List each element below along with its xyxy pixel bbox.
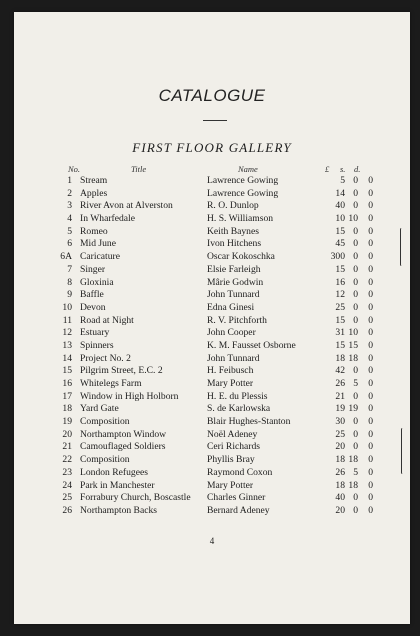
entry-price-pence: 0 — [368, 441, 373, 453]
entry-price-pounds: 18 — [335, 454, 345, 466]
entry-price-shillings: 18 — [348, 454, 358, 466]
entry-price-shillings: 0 — [353, 365, 358, 377]
entry-price-pence: 0 — [368, 314, 373, 326]
catalogue-entry — [14, 480, 410, 493]
entry-price-shillings: 0 — [353, 289, 358, 301]
catalogue-entry — [14, 378, 410, 391]
entry-artist: Raymond Coxon — [207, 466, 273, 478]
entry-title: Caricature — [80, 251, 120, 263]
entry-price-shillings: 18 — [348, 479, 358, 491]
entry-price-shillings: 5 — [353, 466, 358, 478]
entry-price-pounds: 21 — [335, 390, 345, 402]
entry-price-shillings: 0 — [353, 504, 358, 516]
entry-number: 17 — [62, 390, 72, 402]
catalogue-entry — [14, 238, 410, 251]
column-header-pence: d. — [354, 164, 361, 174]
entry-artist: Edna Ginesi — [207, 301, 255, 313]
entry-artist: Lawrence Gowing — [207, 187, 279, 199]
catalogue-entry — [14, 441, 410, 454]
catalogue-entry — [14, 251, 410, 264]
entry-artist: H. Feibusch — [207, 365, 254, 377]
binding-mark — [400, 228, 403, 266]
entry-price-pounds: 25 — [335, 428, 345, 440]
entry-price-pence: 0 — [368, 454, 373, 466]
entry-price-pence: 0 — [368, 289, 373, 301]
entry-title: Park in Manchester — [80, 479, 155, 491]
catalogue-entry — [14, 403, 410, 416]
entry-price-pounds: 15 — [335, 263, 345, 275]
entry-price-shillings: 18 — [348, 352, 358, 364]
catalogue-entry — [14, 416, 410, 429]
binding-mark — [401, 428, 404, 474]
catalogue-page — [14, 12, 410, 624]
entry-price-pence: 0 — [368, 238, 373, 250]
entry-price-shillings: 0 — [353, 492, 358, 504]
entry-artist: K. M. Fausset Osborne — [207, 339, 296, 351]
entry-number: 9 — [67, 289, 72, 301]
entry-number: 18 — [62, 403, 72, 415]
entry-price-pence: 0 — [368, 390, 373, 402]
catalogue-entry — [14, 429, 410, 442]
entry-title: Singer — [80, 263, 106, 275]
entry-price-pence: 0 — [368, 504, 373, 516]
entry-title: Northampton Backs — [80, 504, 158, 516]
entry-price-pence: 0 — [368, 263, 373, 275]
entry-price-shillings: 0 — [353, 416, 358, 428]
catalogue-entry — [14, 289, 410, 302]
entry-price-pounds: 45 — [335, 238, 345, 250]
column-header-name: Name — [238, 164, 258, 174]
entry-number: 26 — [62, 504, 72, 516]
entry-price-pounds: 16 — [335, 276, 345, 288]
entry-number: 15 — [62, 365, 72, 377]
catalogue-entry — [14, 175, 410, 188]
entry-price-pounds: 30 — [335, 416, 345, 428]
entry-number: 8 — [67, 276, 72, 288]
entry-number: 6A — [60, 251, 72, 263]
entry-title: Yard Gate — [80, 403, 119, 415]
catalogue-entry — [14, 315, 410, 328]
entry-title: River Avon at Alverston — [80, 200, 173, 212]
entry-title: Estuary — [80, 327, 110, 339]
entry-title: Composition — [80, 454, 130, 466]
page-number: 4 — [209, 536, 215, 546]
entry-artist: Elsie Farleigh — [207, 263, 261, 275]
entry-title: Whitelegs Farm — [80, 378, 142, 389]
entry-artist: John Tunnard — [207, 289, 260, 301]
entry-artist: Noël Adeney — [207, 428, 258, 440]
entry-price-pounds: 25 — [335, 301, 345, 313]
entry-title: Stream — [80, 175, 108, 186]
entry-title: Project No. 2 — [80, 352, 131, 364]
entry-price-shillings: 0 — [353, 276, 358, 288]
entry-title: Romeo — [80, 225, 108, 237]
catalogue-entry — [14, 391, 410, 404]
entry-price-shillings: 0 — [353, 238, 358, 250]
entry-price-pounds: 20 — [335, 441, 345, 453]
entry-price-pence: 0 — [368, 200, 373, 212]
catalogue-entry — [14, 365, 410, 378]
catalogue-entry — [14, 277, 410, 290]
entry-price-shillings: 0 — [353, 200, 358, 212]
entry-price-shillings: 15 — [348, 339, 358, 351]
catalogue-entry — [14, 353, 410, 366]
entry-price-pence: 0 — [368, 403, 373, 415]
entry-artist: Blair Hughes-Stanton — [207, 416, 291, 428]
catalogue-list — [14, 175, 410, 518]
entry-artist: Keith Baynes — [207, 225, 259, 237]
entry-title: Devon — [80, 301, 106, 313]
entry-price-pence: 0 — [368, 339, 373, 351]
entry-number: 16 — [62, 378, 72, 389]
entry-number: 11 — [62, 314, 72, 326]
entry-number: 22 — [62, 454, 72, 466]
entry-price-pence: 0 — [368, 213, 373, 225]
entry-number: 4 — [67, 213, 72, 225]
entry-price-shillings: 0 — [353, 225, 358, 237]
title-divider — [203, 120, 227, 121]
entry-artist: H. S. Williamson — [207, 213, 274, 225]
entry-artist: Mârie Godwin — [207, 276, 264, 288]
entry-number: 12 — [62, 327, 72, 339]
entry-price-shillings: 19 — [348, 403, 358, 415]
entry-title: Window in High Holborn — [80, 390, 179, 402]
entry-number: 1 — [67, 175, 72, 186]
entry-title: Apples — [80, 187, 108, 199]
entry-price-shillings: 10 — [348, 213, 358, 225]
catalogue-entry — [14, 454, 410, 467]
entry-price-shillings: 0 — [353, 428, 358, 440]
entry-artist: Oscar Kokoschka — [207, 251, 275, 263]
entry-number: 2 — [67, 187, 72, 199]
entry-number: 6 — [67, 238, 72, 250]
entry-number: 13 — [62, 339, 72, 351]
entry-price-pence: 0 — [368, 479, 373, 491]
entry-artist: S. de Karlowska — [207, 403, 271, 415]
entry-price-pence: 0 — [368, 466, 373, 478]
entry-artist: John Cooper — [207, 327, 256, 339]
entry-price-pounds: 15 — [335, 314, 345, 326]
catalogue-entry — [14, 467, 410, 480]
entry-title: Road at Night — [80, 314, 134, 326]
column-header-no: No. — [68, 164, 81, 174]
entry-price-pounds: 300 — [330, 251, 345, 263]
entry-price-pounds: 14 — [335, 187, 345, 199]
entry-price-shillings: 0 — [353, 314, 358, 326]
entry-price-pence: 0 — [368, 187, 373, 199]
entry-title: Spinners — [80, 339, 114, 351]
entry-artist: Mary Potter — [207, 479, 254, 491]
entry-artist: H. E. du Plessis — [207, 390, 268, 402]
entry-artist: Bernard Adeney — [207, 504, 270, 516]
entry-price-pounds: 26 — [335, 466, 345, 478]
page-title: CATALOGUE — [158, 86, 266, 105]
entry-title: Camouflaged Soldiers — [80, 441, 166, 453]
entry-number: 25 — [62, 492, 72, 504]
entry-artist: Ceri Richards — [207, 441, 261, 453]
entry-artist: John Tunnard — [207, 352, 260, 364]
entry-artist: Ivon Hitchens — [207, 238, 262, 250]
entry-price-pounds: 5 — [340, 175, 345, 186]
entry-price-pounds: 15 — [335, 225, 345, 237]
entry-price-pounds: 31 — [335, 327, 345, 339]
entry-artist: Mary Potter — [207, 378, 254, 389]
entry-number: 21 — [62, 441, 72, 453]
entry-price-pence: 0 — [368, 276, 373, 288]
entry-price-shillings: 0 — [353, 263, 358, 275]
entry-number: 14 — [62, 352, 72, 364]
entry-price-pence: 0 — [368, 225, 373, 237]
catalogue-entry — [14, 264, 410, 277]
entry-price-pence: 0 — [368, 301, 373, 313]
entry-title: London Refugees — [80, 466, 148, 478]
entry-number: 24 — [62, 479, 72, 491]
catalogue-entry — [14, 226, 410, 239]
entry-title: Forrabury Church, Boscastle — [80, 492, 191, 504]
entry-number: 19 — [62, 416, 72, 428]
entry-price-pence: 0 — [368, 175, 373, 186]
entry-price-pounds: 10 — [335, 213, 345, 225]
entry-artist: R. O. Dunlop — [207, 200, 259, 212]
entry-price-pounds: 15 — [335, 339, 345, 351]
column-header-shillings: s. — [340, 164, 346, 174]
entry-price-shillings: 0 — [353, 251, 358, 263]
entry-price-shillings: 0 — [353, 301, 358, 313]
catalogue-entry — [14, 302, 410, 315]
column-header-title: Title — [131, 164, 147, 174]
entry-number: 7 — [67, 263, 72, 275]
entry-number: 20 — [62, 428, 72, 440]
catalogue-entry — [14, 213, 410, 226]
entry-title: Pilgrim Street, E.C. 2 — [80, 365, 163, 377]
entry-price-pence: 0 — [368, 416, 373, 428]
entry-price-pounds: 18 — [335, 479, 345, 491]
catalogue-entry — [14, 327, 410, 340]
entry-price-pounds: 26 — [335, 378, 345, 389]
entry-artist: R. V. Pitchforth — [207, 314, 267, 326]
entry-price-pounds: 18 — [335, 352, 345, 364]
entry-title: Northampton Window — [80, 428, 167, 440]
entry-price-shillings: 10 — [348, 327, 358, 339]
catalogue-entry — [14, 505, 410, 518]
entry-price-pence: 0 — [368, 378, 373, 389]
gallery-heading: FIRST FLOOR GALLERY — [132, 140, 292, 155]
entry-price-pence: 0 — [368, 492, 373, 504]
catalogue-entry — [14, 340, 410, 353]
entry-title: Gloxinia — [80, 276, 114, 288]
entry-price-pence: 0 — [368, 365, 373, 377]
entry-price-shillings: 0 — [353, 187, 358, 199]
entry-number: 5 — [67, 225, 72, 237]
column-header-pounds: £ — [325, 164, 330, 174]
entry-price-shillings: 5 — [353, 378, 358, 389]
entry-price-pounds: 42 — [335, 365, 345, 377]
entry-price-pounds: 19 — [335, 403, 345, 415]
entry-price-shillings: 0 — [353, 390, 358, 402]
entry-number: 23 — [62, 466, 72, 478]
entry-price-shillings: 0 — [353, 175, 358, 186]
entry-title: In Wharfedale — [80, 213, 135, 225]
entry-price-pence: 0 — [368, 327, 373, 339]
entry-price-pounds: 20 — [335, 504, 345, 516]
entry-price-pence: 0 — [368, 352, 373, 364]
catalogue-entry — [14, 492, 410, 505]
entry-price-pence: 0 — [368, 251, 373, 263]
entry-price-pounds: 12 — [335, 289, 345, 301]
entry-artist: Charles Ginner — [207, 492, 266, 504]
entry-title: Mid June — [80, 238, 116, 250]
entry-price-pounds: 40 — [335, 200, 345, 212]
catalogue-entry — [14, 200, 410, 213]
entry-artist: Phyllis Bray — [207, 454, 255, 466]
entry-title: Baffle — [80, 289, 104, 301]
entry-price-shillings: 0 — [353, 441, 358, 453]
entry-artist: Lawrence Gowing — [207, 175, 279, 186]
entry-number: 10 — [62, 301, 72, 313]
entry-title: Composition — [80, 416, 130, 428]
catalogue-entry — [14, 188, 410, 201]
entry-price-pounds: 40 — [335, 492, 345, 504]
entry-number: 3 — [67, 200, 72, 212]
entry-price-pence: 0 — [368, 428, 373, 440]
